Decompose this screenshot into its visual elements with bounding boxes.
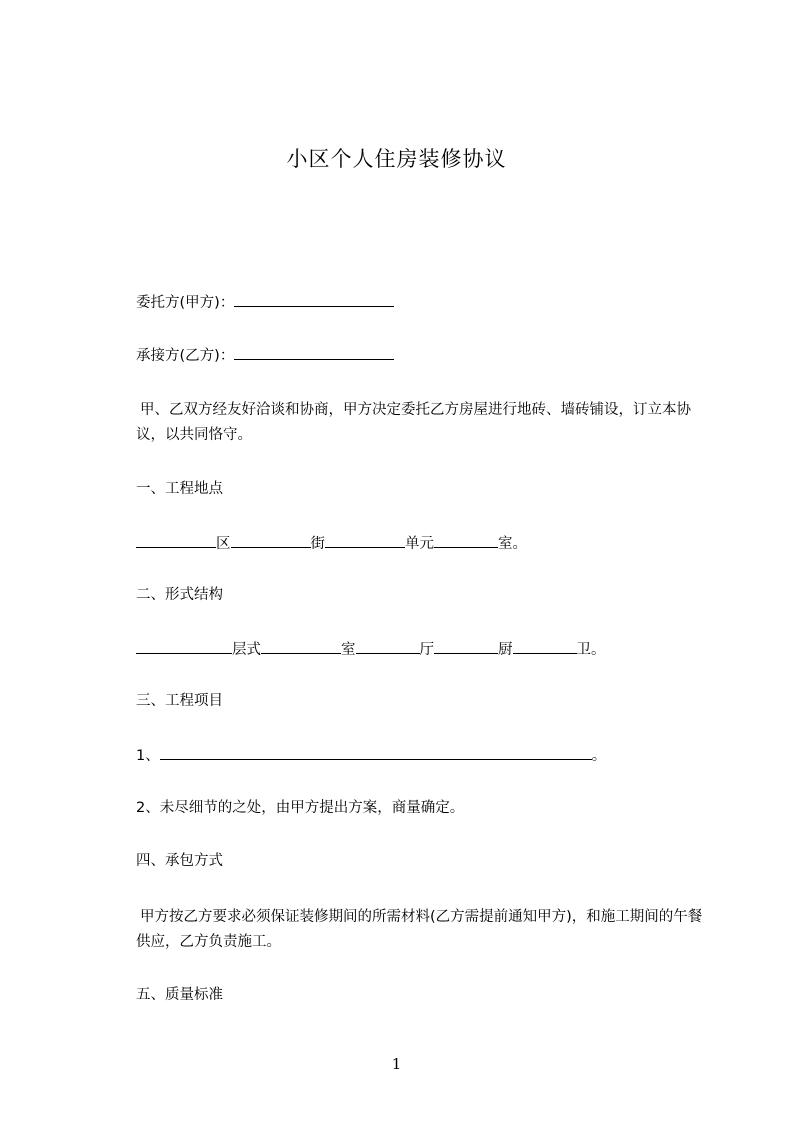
party-b-line [136, 345, 394, 365]
rooms-label: 室 [341, 642, 356, 658]
party-a-label: 委托方(甲方)： [136, 295, 235, 311]
party-b-blank [234, 345, 394, 360]
kitchens-blank [434, 639, 498, 654]
floor-blank [136, 639, 232, 654]
halls-label: 厅 [419, 642, 434, 658]
street-blank [231, 533, 311, 548]
unit-label: 单元 [405, 536, 434, 552]
baths-label: 卫。 [576, 642, 606, 658]
baths-blank [513, 639, 577, 654]
district-label: 区 [216, 536, 231, 552]
section-3-heading: 三、工程项目 [136, 693, 223, 709]
party-b-label: 承接方(乙方)： [136, 348, 235, 364]
item-1-suffix: 。 [591, 748, 607, 764]
structure-fields [136, 639, 606, 659]
item-1-blank [160, 745, 592, 760]
street-label: 街 [310, 536, 325, 552]
rooms-blank [261, 639, 341, 654]
kitchens-label: 厨 [498, 642, 513, 658]
project-item-1 [136, 745, 606, 765]
location-fields [136, 533, 527, 553]
section-4-heading: 四、承包方式 [136, 853, 223, 869]
project-item-2: 2、未尽细节的之处，由甲方提出方案，商量确定。 [136, 800, 465, 816]
intro-paragraph: 甲、乙双方经友好洽谈和协商，甲方决定委托乙方房屋进行地砖、墙砖铺设，订立本协议，以共同恪守。 [136, 402, 691, 443]
halls-blank [356, 639, 420, 654]
section-1-heading: 一、工程地点 [136, 481, 223, 497]
section-5-heading: 五、质量标准 [136, 987, 223, 1003]
contract-method-paragraph: 甲方按乙方要求必须保证装修期间的所需材料(乙方需提前通知甲方)，和施工期间的午餐供应，乙方负责施工。 [136, 909, 703, 950]
document-title: 小区个人住房装修协议 [286, 147, 507, 171]
room-label: 室。 [498, 536, 527, 552]
party-a-blank [234, 292, 394, 307]
page-number: 1 [391, 1055, 402, 1073]
section-2-heading: 二、形式结构 [136, 587, 223, 603]
district-blank [136, 533, 216, 548]
item-1-prefix: 1、 [136, 748, 160, 764]
unit-blank [325, 533, 405, 548]
party-a-line [136, 292, 394, 312]
room-blank [434, 533, 498, 548]
floor-label: 层式 [232, 642, 261, 658]
